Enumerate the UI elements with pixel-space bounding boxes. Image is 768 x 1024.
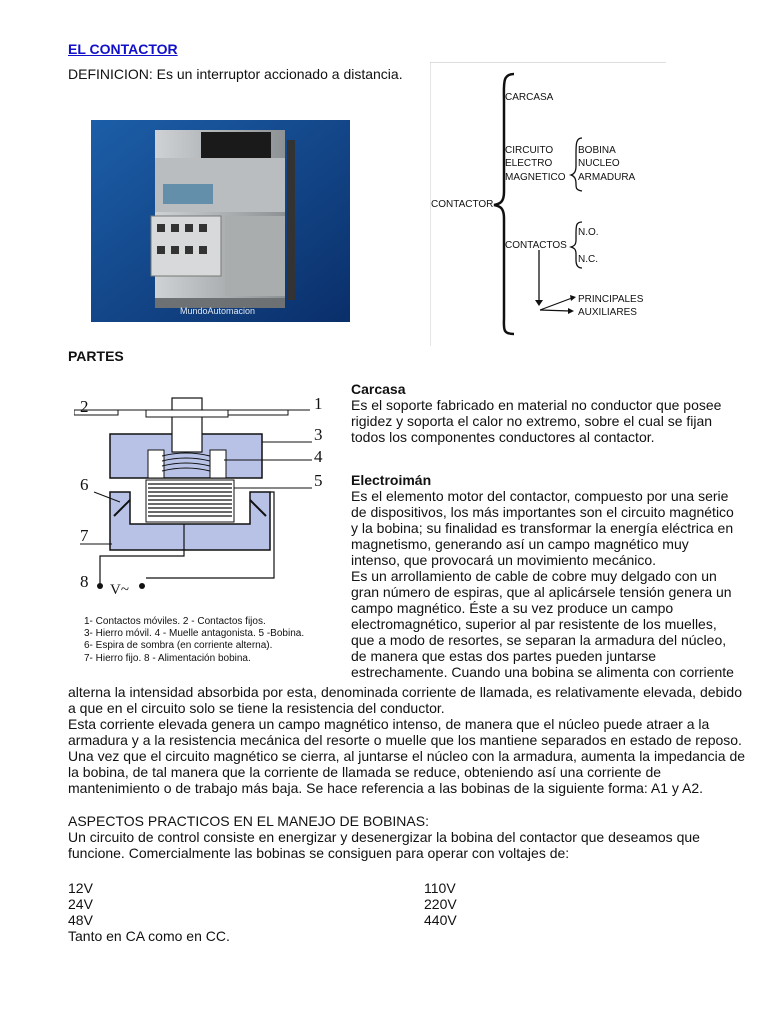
voltage-item: 24V xyxy=(68,896,93,912)
practical-footer: Tanto en CA como en CC. xyxy=(68,928,230,944)
voltage-item: 440V xyxy=(424,912,457,928)
tree-node-nucleo: NUCLEO xyxy=(578,158,620,169)
diagram-label-1: 1 xyxy=(314,394,323,413)
caption-line: 3- Hierro móvil. 4 - Muelle antagonista. 5 -Bobina. xyxy=(84,628,305,640)
photo-watermark: MundoAutomacion xyxy=(180,306,256,316)
electroiman-heading: Electroimán xyxy=(351,472,432,488)
voltage-item: 12V xyxy=(68,880,93,896)
voltage-item: 48V xyxy=(68,912,93,928)
diagram-label-2: 2 xyxy=(80,397,89,416)
section-heading-partes: PARTES xyxy=(68,348,124,364)
electroiman-para2: Es un arrollamiento de cable de cobre muy delgado con un gran número de espiras, que al aplicársele tensión genera un campo magnético. Éste a su vez produce un campo electromagnético, superior al par resistente de los muelles, que a modo de resortes, se separan la armadura del núcleo, de manera que estas dos partes pueden juntarse estrechamente. Cuando una bobina se alimenta con corriente xyxy=(351,568,734,680)
contactor-parts-diagram xyxy=(74,388,340,596)
page-title: EL CONTACTOR xyxy=(68,41,178,57)
caption-line: 7- Hierro fijo. 8 - Alimentación bobina. xyxy=(84,652,251,664)
carcasa-heading: Carcasa xyxy=(351,381,406,397)
diagram-caption xyxy=(84,616,304,665)
practical-text: Un circuito de control consiste en energizar y desenergizar la bobina del contactor que deseamos que funcione. Comercialmente las bobinas se consiguen para operar con voltajes de: xyxy=(68,829,700,861)
definition-text: DEFINICION: Es un interruptor accionado a distancia. xyxy=(68,66,403,82)
electroiman-continuation xyxy=(68,684,748,796)
caption-line: 6- Espira de sombra (en corriente alterna). xyxy=(84,640,273,652)
voltage-item: 220V xyxy=(424,896,457,912)
tree-node-circuito-2: ELECTRO xyxy=(505,158,553,169)
diagram-supply-label: V~ xyxy=(110,582,129,596)
tree-node-circuito-3: MAGNETICO xyxy=(505,172,566,183)
diagram-label-3: 3 xyxy=(314,425,323,444)
electroiman-para3: Esta corriente elevada genera un campo magnético intenso, de manera que el núcleo puede atraer a la armadura y a la resistencia mecánica del resorte o muelle que los mantiene separados en estado de reposo. Una vez que el circuito magnético se cierra, al juntarse el núcleo con la armadura, aumenta la impedancia de la bobina, de tal manera que la corriente de llamada se reduce, obteniendo así una corriente de mantenimiento o de trabajo más baja. Se hace referencia a las bobinas de la siguiente forma: A1 y A2. xyxy=(68,716,746,796)
diagram-label-6: 6 xyxy=(80,475,89,494)
contactor-tree-diagram xyxy=(430,62,666,346)
tree-node-contactos: CONTACTOS xyxy=(505,240,567,251)
caption-line: 1- Contactos móviles. 2 - Contactos fijos. xyxy=(84,616,266,627)
carcasa-section xyxy=(351,381,741,445)
carcasa-text: Es el soporte fabricado en material no conductor que posee rigidez y soporta el calor no extremo, sobre el cual se fijan todos los componentes conductores al contactor. xyxy=(351,397,722,445)
practical-section xyxy=(68,813,748,861)
tree-node-bobina: BOBINA xyxy=(578,145,616,156)
diagram-label-8: 8 xyxy=(80,572,89,591)
tree-node-no: N.O. xyxy=(578,227,599,238)
tree-node-contactor: CONTACTOR xyxy=(431,199,494,210)
electroiman-section xyxy=(351,472,741,680)
voltages-right xyxy=(424,880,457,928)
tree-node-armadura: ARMADURA xyxy=(578,172,636,183)
tree-node-carcasa: CARCASA xyxy=(505,92,554,103)
diagram-label-7: 7 xyxy=(80,526,89,545)
diagram-label-4: 4 xyxy=(314,447,323,466)
tree-node-circuito-1: CIRCUITO xyxy=(505,145,554,156)
electroiman-para1: Es el elemento motor del contactor, compuesto por una serie de dispositivos, los más importantes son el circuito magnético y la bobina; su finalidad es transformar la energía eléctrica en magnetismo, generando así un campo magnético muy intenso, que provocará un movimiento mecánico. xyxy=(351,488,734,568)
practical-heading: ASPECTOS PRACTICOS EN EL MANEJO DE BOBINAS: xyxy=(68,813,429,829)
diagram-label-5: 5 xyxy=(314,471,323,490)
electroiman-para2-cont: alterna la intensidad absorbida por esta, denominada corriente de llamada, es relativamente elevada, debido a que en el circuito solo se tiene la resistencia del conductor. xyxy=(68,684,742,716)
voltages-left xyxy=(68,880,93,928)
tree-node-principales: PRINCIPALES xyxy=(578,294,644,305)
voltage-item: 110V xyxy=(424,880,456,896)
tree-node-nc: N.C. xyxy=(578,254,598,265)
contactor-photo xyxy=(91,120,350,322)
tree-node-auxiliares: AUXILIARES xyxy=(578,307,637,318)
